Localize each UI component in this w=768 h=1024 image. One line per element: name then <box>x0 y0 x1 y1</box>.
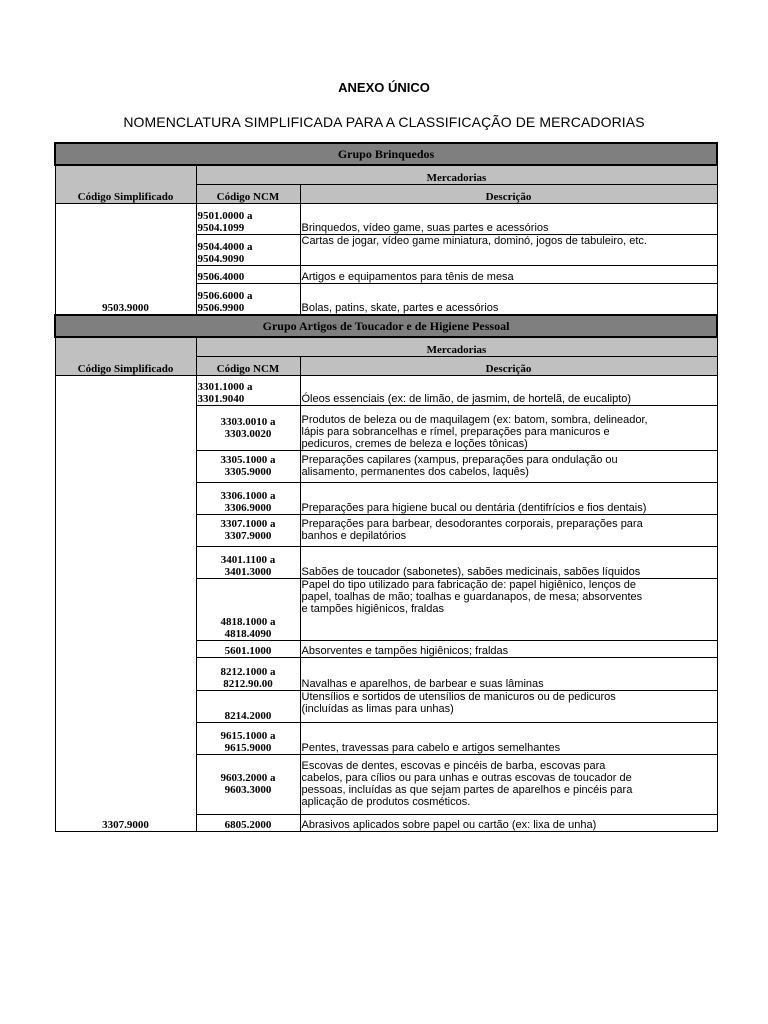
ncm-cell: 3401.1100 a 3401.3000 <box>196 546 300 578</box>
ncm-cell: 3303.0010 a 3303.0020 <box>196 405 300 450</box>
ncm-cell: 9506.4000 <box>196 266 300 284</box>
descricao-cell: Navalhas e aparelhos, de barbear e suas lâminas <box>300 657 717 690</box>
ncm-cell: 6805.2000 <box>196 814 300 831</box>
header-descricao: Descrição <box>300 185 717 204</box>
header-codigo-ncm: Código NCM <box>196 356 300 375</box>
descricao-cell: Preparações capilares (xampus, preparações para ondulação ou alisamento, permanentes dos cabelos, laquês) <box>300 450 717 482</box>
document-subtitle: NOMENCLATURA SIMPLIFICADA PARA A CLASSIFICAÇÃO DE MERCADORIAS <box>123 114 645 130</box>
ncm-cell: 3307.1000 a 3307.9000 <box>196 514 300 546</box>
descricao-cell: Óleos essenciais (ex: de limão, de jasmim, de hortelã, de eucalipto) <box>300 375 717 405</box>
classification-table <box>54 142 718 832</box>
descricao-cell: Brinquedos, vídeo game, suas partes e acessórios <box>300 204 717 235</box>
ncm-cell: 3306.1000 a 3306.9000 <box>196 482 300 514</box>
ncm-cell: 4818.1000 a 4818.4090 <box>196 578 300 640</box>
descricao-cell: Pentes, travessas para cabelo e artigos semelhantes <box>300 722 717 754</box>
ncm-cell: 9504.4000 a 9504.9090 <box>196 235 300 266</box>
descricao-cell: Artigos e equipamentos para tênis de mesa <box>300 266 717 284</box>
ncm-cell: 8214.2000 <box>196 690 300 722</box>
group-title-toucador: Grupo Artigos de Toucador e de Higiene Pessoal <box>55 315 717 337</box>
descricao-cell: Escovas de dentes, escovas e pincéis de barba, escovas para cabelos, para cílios ou para unhas e outras escovas de toucador de pessoas, incluídas as que sejam partes de aparelhos e pincéis para aplicação de produtos cosméticos. <box>300 754 717 814</box>
header-codigo-simplificado: Código Simplificado <box>55 165 196 204</box>
descricao-cell: Utensílios e sortidos de utensílios de manicuros ou de pedicuros (incluídas as limas para unhas) <box>300 690 717 722</box>
codigo-simplificado-cell: 3307.9000 <box>55 375 196 831</box>
descricao-cell: Abrasivos aplicados sobre papel ou cartão (ex: lixa de unha) <box>300 814 717 831</box>
descricao-cell: Produtos de beleza ou de maquilagem (ex: batom, sombra, delineador, lápis para sobrancelhas e rímel, preparações para manicuros e pedicuros, cremes de beleza e loções tônicas) <box>300 405 717 450</box>
ncm-cell: 3301.1000 a 3301.9040 <box>196 375 300 405</box>
descricao-cell: Papel do tipo utilizado para fabricação de: papel higiênico, lenços de papel, toalhas de mão; toalhas e guardanapos, de mesa; absorventes e tampões higiênicos, fraldas <box>300 578 717 640</box>
header-codigo-simplificado: Código Simplificado <box>55 337 196 376</box>
ncm-cell: 9506.6000 a 9506.9900 <box>196 284 300 315</box>
header-mercadorias: Mercadorias <box>196 337 717 357</box>
header-codigo-ncm: Código NCM <box>196 185 300 204</box>
codigo-simplificado-cell: 9503.9000 <box>55 204 196 315</box>
document-title: ANEXO ÚNICO <box>338 80 430 95</box>
header-mercadorias: Mercadorias <box>196 165 717 185</box>
ncm-cell: 8212.1000 a 8212.90.00 <box>196 657 300 690</box>
descricao-cell: Bolas, patins, skate, partes e acessórios <box>300 284 717 315</box>
ncm-cell: 5601.1000 <box>196 640 300 657</box>
ncm-cell: 9603.2000 a 9603.3000 <box>196 754 300 814</box>
descricao-cell: Preparações para barbear, desodorantes corporais, preparações para banhos e depilatórios <box>300 514 717 546</box>
header-descricao: Descrição <box>300 356 717 375</box>
ncm-cell: 3305.1000 a 3305.9000 <box>196 450 300 482</box>
descricao-cell: Sabões de toucador (sabonetes), sabões medicinais, sabões líquidos <box>300 546 717 578</box>
ncm-cell: 9615.1000 a 9615.9000 <box>196 722 300 754</box>
descricao-cell: Absorventes e tampões higiênicos; fraldas <box>300 640 717 657</box>
ncm-cell: 9501.0000 a 9504.1099 <box>196 204 300 235</box>
group-title-brinquedos: Grupo Brinquedos <box>55 143 717 165</box>
descricao-cell: Cartas de jogar, vídeo game miniatura, dominó, jogos de tabuleiro, etc. <box>300 235 717 266</box>
descricao-cell: Preparações para higiene bucal ou dentária (dentifrícios e fios dentais) <box>300 482 717 514</box>
